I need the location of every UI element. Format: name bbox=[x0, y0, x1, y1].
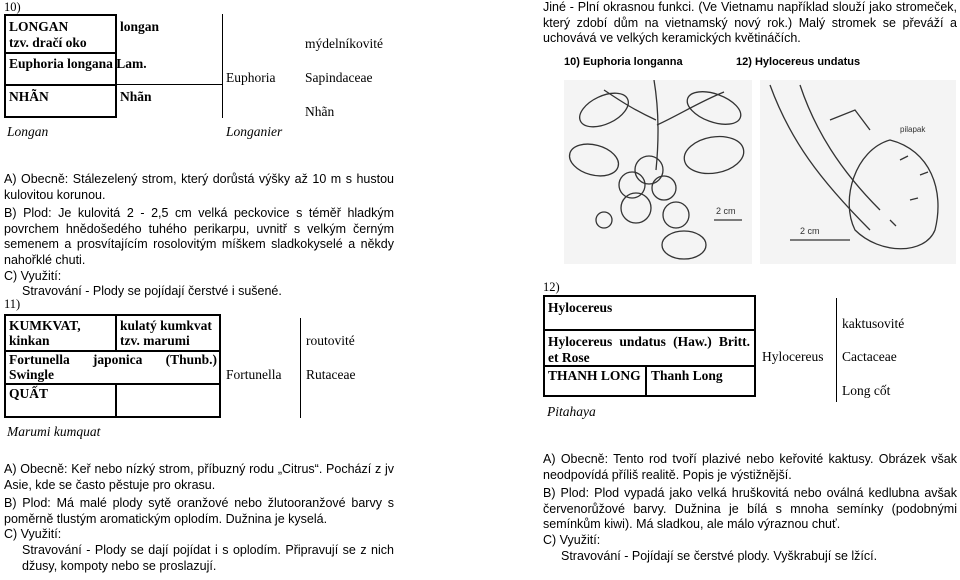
longan-description bbox=[4, 172, 394, 300]
longan-name: LONGAN bbox=[9, 19, 69, 34]
hylocereus-family: Cactaceae bbox=[842, 349, 897, 364]
hylocereus-description bbox=[543, 452, 957, 564]
kumquat-fruit: B) Plod: Má malé plody sytě oranžové nebo žlutooranžové barvy s poměrně tlustým aromatickým oplodím. Dužnina je kyselá. bbox=[4, 496, 394, 526]
kumquat-alt-name: kinkan bbox=[9, 333, 50, 348]
hylocereus-scale-label: 2 cm bbox=[800, 226, 820, 236]
kumquat-description bbox=[4, 462, 394, 574]
kumquat-usage-heading: C) Využití: bbox=[4, 527, 62, 542]
kumquat-round-name: kulatý kumkvat bbox=[120, 318, 212, 333]
hylocereus-part-label: pilapak bbox=[900, 125, 926, 134]
hylocereus-genus: Hylocereus bbox=[762, 349, 824, 364]
hylocereus-usage-heading: C) Využití: bbox=[543, 532, 601, 547]
kumquat-family: Rutaceae bbox=[306, 367, 356, 382]
longan-alt-name: tzv. dračí oko bbox=[9, 35, 87, 50]
item-number-12: 12) bbox=[543, 280, 560, 294]
hylocereus-general: A) Obecně: Tento rod tvoří plazivé nebo keřovité kaktusy. Obrázek však neodpovídá příliš realitě. Popis je výstižnější. bbox=[543, 452, 957, 482]
kumquat-genus: Fortunella bbox=[226, 367, 282, 382]
item-number-10: 10) bbox=[4, 0, 21, 14]
longan-latin: Euphoria longana Lam. bbox=[9, 56, 147, 71]
hylocereus-local-name: Pitahaya bbox=[547, 404, 596, 419]
hylocereus-sketch-icon bbox=[760, 80, 956, 264]
kumquat-local-name: Marumi kumquat bbox=[7, 424, 101, 439]
longan-usage: Stravování - Plody se pojídají čerstvé i sušené. bbox=[22, 284, 282, 299]
figure-caption-longan: 10) Euphoria longanna bbox=[564, 56, 683, 68]
kumquat-usage: Stravování - Plody se dají pojídat i s oplodím. Připravují se z nich džusy, kompoty nebo se proslazují. bbox=[22, 542, 394, 573]
longan-english: longan bbox=[120, 19, 160, 34]
hylocereus-illustration bbox=[760, 80, 956, 264]
kumquat-family-czech: routovité bbox=[306, 333, 355, 348]
longan-vietnamese-3: Nhãn bbox=[305, 104, 335, 119]
longan-illustration bbox=[564, 80, 752, 264]
kumquat-marumi: tzv. marumi bbox=[120, 333, 190, 348]
kumquat-name: KUMKVAT, bbox=[9, 318, 81, 333]
kumquat-latin-author: Swingle bbox=[9, 367, 55, 382]
hylocereus-fruit: B) Plod: Plod vypadá jako velká hruškovitá nebo oválná kedlubna avšak červenorůžové barvy. Dužnina je bílá s mnoha semínky (podobnými semínkům kiwi). Má sladkou, ale málo výraznou chuť. bbox=[543, 486, 957, 532]
longan-french-name: Longanier bbox=[226, 124, 283, 139]
longan-scale-label: 2 cm bbox=[716, 206, 736, 216]
hylocereus-latin: Hylocereus undatus (Haw.) Britt. et Rose bbox=[548, 334, 750, 365]
longan-sketch-icon bbox=[564, 80, 752, 264]
longan-fruit: B) Plod: Je kulovitá 2 - 2,5 cm velká peckovice s téměř hladkým povrchem hnědošedého tuhého perikarpu, uvnitř s velkým černým semenem a prosvítajícím rosolovitým míškem sladkokyselé a někdy nahořklé chuti. bbox=[4, 206, 394, 267]
hylocereus-vietnamese-3: Long cốt bbox=[842, 383, 891, 398]
longan-vietnamese: NHÃN bbox=[9, 89, 49, 104]
kumquat-latin: Fortunella japonica (Thunb.) bbox=[9, 352, 217, 367]
item-number-11: 11) bbox=[4, 297, 21, 311]
longan-usage-heading: C) Využití: bbox=[4, 268, 62, 283]
hylocereus-usage: Stravování - Pojídají se čerstvé plody. Vyškrabují se lžící. bbox=[561, 548, 878, 563]
longan-vietnamese-alt: Nhãn bbox=[120, 89, 152, 104]
kumquat-other-use: Jiné - Plní okrasnou funkci. (Ve Vietnamu například slouží jako stromeček, který zdobí dům na vietnamský nový rok.) Malý stromek se převáží a uchovává ve velkých keramických květináčích. bbox=[543, 0, 957, 46]
longan-general: A) Obecně: Stálezelený strom, který dorůstá výšky až 10 m s hustou kulovitou korunou. bbox=[4, 172, 394, 202]
hylocereus-name: Hylocereus bbox=[548, 300, 613, 315]
kumquat-general: A) Obecně: Keř nebo nízký strom, příbuzný rodu „Citrus“. Pochází z jv Asie, kde se často pěstuje pro okrasu. bbox=[4, 462, 394, 492]
figure-caption-hylocereus: 12) Hylocereus undatus bbox=[736, 56, 861, 68]
hylocereus-vietnamese: THANH LONG bbox=[548, 368, 641, 383]
longan-family-czech: mýdelníkovité bbox=[305, 36, 383, 51]
longan-genus: Euphoria bbox=[226, 70, 276, 85]
hylocereus-vietnamese-alt: Thanh Long bbox=[651, 368, 723, 383]
longan-family: Sapindaceae bbox=[305, 70, 373, 85]
hylocereus-family-czech: kaktusovité bbox=[842, 316, 905, 331]
kumquat-vietnamese: QUẤT bbox=[9, 386, 49, 401]
longan-local-name: Longan bbox=[7, 124, 49, 139]
